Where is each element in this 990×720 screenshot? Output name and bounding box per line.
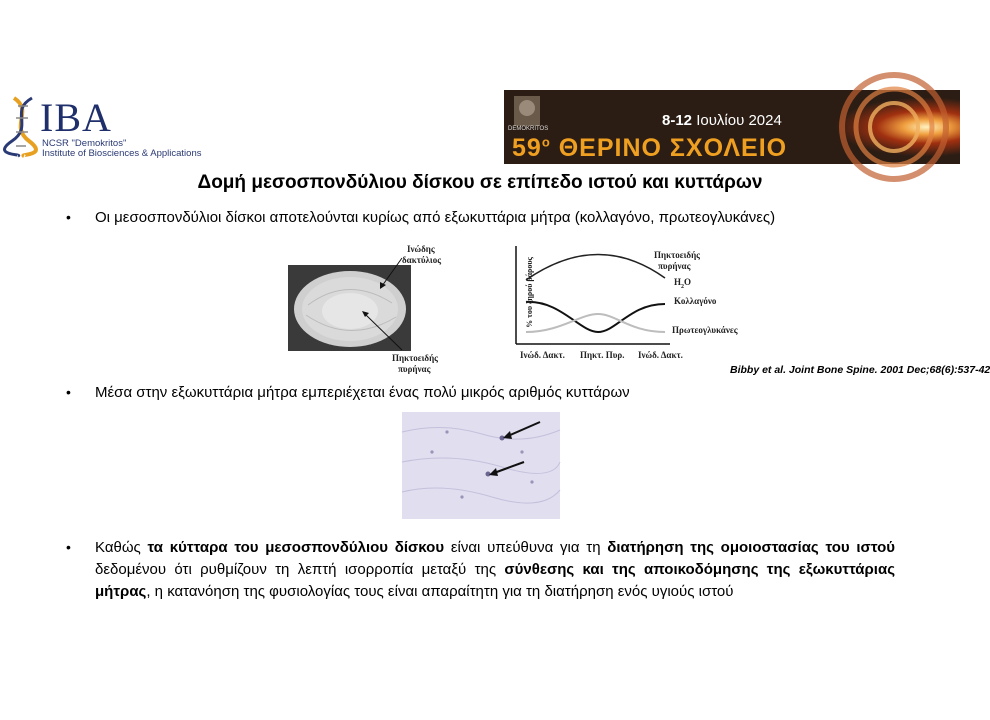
b3-part-2: τα κύτταρα του μεσοσπονδύλιου δίσκου	[147, 539, 445, 556]
bullet-1-text: Οι μεσοσπονδύλιοι δίσκοι αποτελούνται κυρίως από εξωκυττάρια μήτρα (κολλαγόνο, πρωτεογλυκάνες)	[95, 209, 776, 226]
citation: Bibby et al. Joint Bone Spine. 2001 Dec;68(6):537-42	[730, 364, 990, 376]
demokritos-label: DEMOKRITOS	[508, 126, 549, 132]
school-sup: ο	[541, 134, 551, 150]
dna-helix-icon	[4, 96, 44, 156]
b3-part-5: δεδομένου ότι ρυθμίζουν τη λεπτή ισορροπία μεταξύ της	[95, 561, 505, 578]
b3-part-6: σύνθεσης και της αποικοδόμησης της εξωκυττάριας μήτρας	[95, 561, 895, 600]
logo-name: IBA	[40, 95, 112, 140]
graph-ylabel: % του ξηρού βάρους	[524, 257, 534, 328]
school-number: 59	[512, 134, 542, 162]
bullet-3-text	[95, 537, 895, 603]
logo-subtitle-2: Institute of Biosciences & Applications	[42, 148, 202, 159]
disc-label-top-2: δακτύλιος	[402, 255, 442, 265]
bullet-marker-3: •	[66, 539, 71, 555]
disc-label-top-1: Ινώδης	[407, 244, 435, 254]
b3-part-1: Καθώς	[95, 539, 148, 556]
graph-legend-collagen: Κολλαγόνο	[674, 296, 717, 306]
iba-logo	[4, 95, 202, 162]
graph-x-label-1: Ινώδ. Δακτ.	[520, 350, 565, 360]
disc-annotation-arrows	[340, 252, 410, 352]
disc-label-bottom-1: Πηκτοειδής	[392, 353, 438, 363]
banner-school	[512, 134, 787, 163]
composition-graph	[500, 240, 750, 370]
water-curve	[526, 254, 665, 280]
disc-label-bottom-2: πυρήνας	[398, 364, 431, 374]
graph-legend-proteoglycans: Πρωτεογλυκάνες	[672, 325, 738, 335]
dates-bold: 8-12	[662, 112, 693, 129]
demokritos-emblem-icon	[512, 94, 542, 130]
h2o-sub: 2	[681, 283, 685, 290]
cells-micrograph	[402, 412, 560, 519]
b3-part-7: , η κατανόηση της φυσιολογίας τους είναι απαραίτητη για τη διατήρηση ενός υγιούς ιστού	[146, 583, 734, 600]
graph-x-label-2: Πηκτ. Πυρ.	[580, 350, 625, 360]
bullet-marker-1: •	[66, 209, 71, 225]
graph-legend-nucleus-1: Πηκτοειδής	[654, 250, 700, 260]
b3-part-3: είναι υπεύθυνα για τη	[444, 539, 608, 556]
logo-subtitle-1: NCSR "Demokritos"	[42, 138, 127, 149]
b3-part-4: διατήρηση της ομοιοστασίας του ιστού	[607, 539, 895, 556]
school-name: ΘΕΡΙΝΟ ΣΧΟΛΕΙΟ	[550, 134, 788, 162]
graph-legend-nucleus-2: πυρήνας	[658, 261, 691, 271]
collagen-curve	[526, 302, 665, 332]
h2o-h: H	[674, 277, 682, 287]
graph-x-label-3: Ινώδ. Δακτ.	[638, 350, 683, 360]
bullet-2-text: Μέσα στην εξωκυττάρια μήτρα εμπεριέχεται ένας πολύ μικρός αριθμός κυττάρων	[95, 384, 630, 401]
dates-rest: Ιουλίου 2024	[692, 112, 782, 129]
banner-dates	[662, 112, 782, 129]
summer-school-banner	[504, 90, 960, 164]
slide-title: Δομή μεσοσπονδύλιου δίσκου σε επίπεδο ιστού και κυττάρων	[197, 172, 763, 193]
graph-legend-h2o	[674, 277, 691, 290]
h2o-o: O	[684, 277, 692, 287]
proteoglycans-curve	[526, 314, 665, 332]
bullet-marker-2: •	[66, 384, 71, 400]
